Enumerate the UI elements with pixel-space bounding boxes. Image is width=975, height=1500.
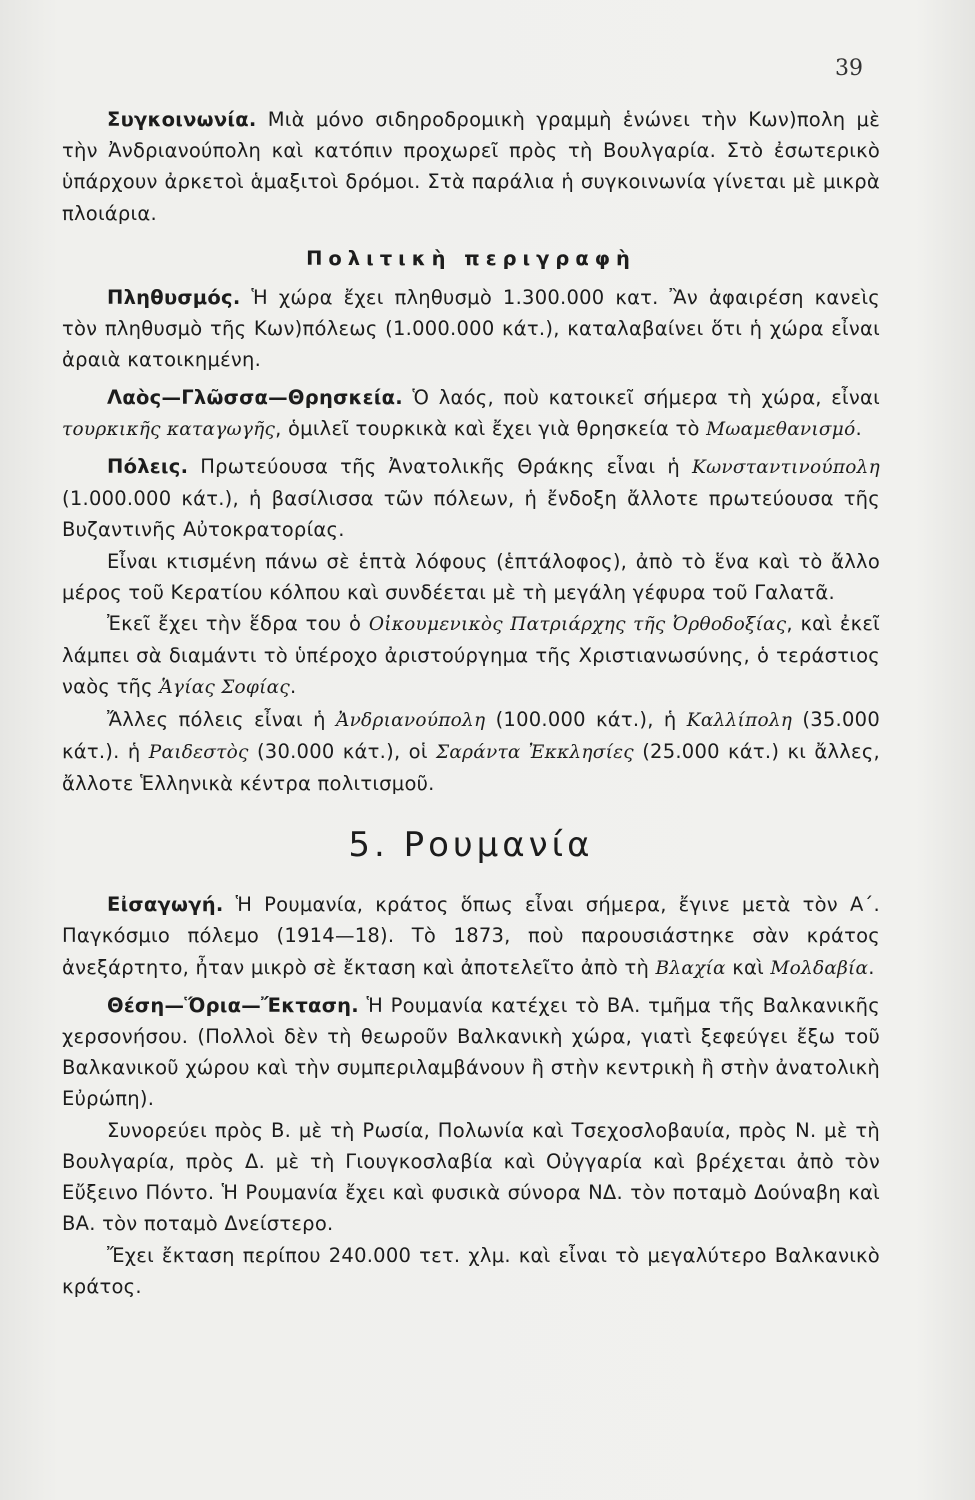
text-cities-p4-4: (30.000 κάτ.), οἱ bbox=[248, 739, 436, 763]
lead-people: Λαὸς—Γλῶσσα—Θρησκεία. bbox=[107, 385, 403, 409]
paragraph-cities bbox=[62, 451, 880, 546]
text-cities-p3-3: . bbox=[290, 675, 297, 699]
text-cities-p4-5: (25.000 κάτ.) κι ἄλλες, ἄλλοτε Ἑλληνικὰ κέντρα πολιτισμοῦ. bbox=[62, 739, 880, 796]
paragraph-transport bbox=[62, 104, 880, 229]
italic-cities-p4-4: Σαράντα Ἐκκλησίες bbox=[436, 741, 634, 763]
lead-intro: Εἰσαγωγή. bbox=[107, 893, 224, 917]
lead-transport: Συγκοινωνία. bbox=[107, 108, 257, 131]
italic-cities-1: Κωνσταντινούπολη bbox=[692, 457, 880, 479]
lead-position: Θέση—Ὅρια—Ἔκταση. bbox=[107, 993, 359, 1017]
text-intro-3: . bbox=[868, 955, 875, 979]
section-heading-political: Πολιτικὴ περιγραφὴ bbox=[306, 246, 636, 270]
lead-population: Πληθυσμός. bbox=[107, 286, 241, 310]
paragraph-cities-patriarch bbox=[62, 608, 880, 704]
text-intro-2: καὶ bbox=[725, 955, 771, 979]
page-number: 39 bbox=[835, 56, 863, 81]
text-population: Ἡ χώρα ἔχει πληθυσμὸ 1.300.000 κατ. Ἂν ἀφαιρέση κανεὶς τὸν πληθυσμὸ τῆς Κων)πόλεως (1.000.000 κάτ.), καταλαβαίνει ὅτι ἡ χώρα εἶναι ἀραιὰ κατοικημένη. bbox=[62, 286, 880, 372]
paragraph-position bbox=[62, 990, 880, 1115]
italic-intro-1: Βλαχία bbox=[655, 957, 726, 979]
chapter-heading-romania: 5. Ρουμανία bbox=[348, 825, 594, 866]
text-cities-p4-3: (35.000 κάτ.). ἡ bbox=[62, 707, 880, 763]
text-cities-2: (1.000.000 κάτ.), ἡ βασίλισσα τῶν πόλεων, ἡ ἔνδοξη ἄλλοτε πρωτεύουσα τῆς Βυζαντινῆς Αὐτοκρατορίας. bbox=[62, 487, 880, 542]
page-body bbox=[62, 104, 880, 1302]
paragraph-cities-hills: Εἶναι κτισμένη πάνω σὲ ἑπτὰ λόφους (ἑπτάλοφος), ἀπὸ τὸ ἕνα καὶ τὸ ἄλλο μέρος τοῦ Κερατίου κόλπου καὶ συνδέεται μὲ τὴ μεγάλη γέφυρα τοῦ Γαλατᾶ. bbox=[62, 549, 880, 604]
italic-cities-p4-2: Καλλίπολη bbox=[686, 709, 793, 731]
paragraph-area: Ἔχει ἔκταση περίπου 240.000 τετ. χλμ. καὶ εἶναι τὸ μεγαλύτερο Βαλκανικὸ κράτος. bbox=[62, 1243, 880, 1298]
italic-intro-2: Μολδαβία bbox=[770, 957, 869, 979]
paragraph-borders: Συνορεύει πρὸς Β. μὲ τὴ Ρωσία, Πολωνία καὶ Τσεχοσλοβαυία, πρὸς Ν. μὲ τὴ Βουλγαρία, πρὸς Δ. μὲ τὴ Γιουγκοσλαβία καὶ Οὐγγαρία καὶ βρέχεται ἀπὸ τὸν Εὔξεινο Πόντο. Ἡ Ρουμανία ἔχει καὶ φυσικὰ σύνορα ΝΔ. τὸν ποταμὸ Δούναβη καὶ ΒΑ. τὸν ποταμὸ Δνείστερο. bbox=[62, 1118, 880, 1236]
italic-cities-p3-1: Οἰκουμενικὸς Πατριάρχης τῆς Ὀρθοδοξίας bbox=[368, 614, 787, 636]
italic-people-1: τουρκικῆς καταγωγῆς bbox=[62, 418, 276, 440]
text-people-2: , ὁμιλεῖ τουρκικὰ καὶ ἔχει γιὰ θρησκεία τὸ bbox=[275, 416, 707, 440]
paragraph-intro bbox=[62, 889, 880, 984]
paragraph-people bbox=[62, 382, 880, 445]
italic-cities-p3-2: Ἁγίας Σοφίας bbox=[159, 677, 290, 699]
paragraph-other-cities bbox=[62, 704, 880, 800]
text-cities-p3-2: , καὶ ἐκεῖ λάμπει σὰ διαμάντι τὸ ὑπέροχο ἀριστούργημα τῆς Χριστιανωσύνης, ὁ τεράστιος ναὸς τῆς bbox=[62, 612, 880, 699]
text-people-3: . bbox=[855, 416, 862, 440]
text-cities-p4-1: Ἄλλες πόλεις εἶναι ἡ bbox=[107, 707, 336, 731]
text-position: Ἡ Ρουμανία κατέχει τὸ ΒΑ. τμῆμα τῆς Βαλκανικῆς χερσονήσου. (Πολλοὶ δὲν τὴ θεωροῦν Βαλκανικὴ χώρα, γιατὶ ξεφεύγει ἔξω τοῦ Βαλκανικοῦ χώρου καὶ τὴν συμπεριλαμβάνουν ἢ στὴν κεντρικὴ ἢ στὴν ἀνατολικὴ Εὐρώπη). bbox=[62, 993, 880, 1111]
text-people-1: Ὁ λαός, ποὺ κατοικεῖ σήμερα τὴ χώρα, εἶναι bbox=[402, 385, 880, 409]
text-intro-1: Ἡ Ρουμανία, κράτος ὅπως εἶναι σήμερα, ἔγινε μετὰ τὸν Α΄. Παγκόσμιο πόλεμο (1914—18). Τὸ 1873, ποὺ παρουσιάστηκε σὰν κράτος ἀνεξάρτητο, ἦταν μικρὸ σὲ ἔκταση καὶ ἀποτελεῖτο ἀπὸ τὴ bbox=[62, 893, 880, 979]
italic-cities-p4-3: Ραιδεστὸς bbox=[148, 741, 249, 763]
text-cities-p3-1: Ἐκεῖ ἔχει τὴν ἕδρα του ὁ bbox=[107, 612, 369, 636]
text-cities-p4-2: (100.000 κάτ.), ἡ bbox=[485, 707, 687, 731]
text-cities-1: Πρωτεύουσα τῆς Ἀνατολικῆς Θράκης εἶναι ἡ bbox=[188, 455, 693, 479]
paragraph-population bbox=[62, 282, 880, 376]
italic-cities-p4-1: Ἀνδριανούπολη bbox=[335, 709, 486, 731]
lead-cities: Πόλεις. bbox=[107, 455, 189, 479]
text-transport: Μιὰ μόνο σιδηροδρομικὴ γραμμὴ ἑνώνει τὴν Κων)πολη μὲ τὴν Ἀνδριανούπολη καὶ κατόπιν προχωρεῖ πρὸς τὴ Βουλγαρία. Στὸ ἐσωτερικὸ ὑπάρχουν ἀρκετοὶ ἁμαξιτοὶ δρόμοι. Στὰ παράλια ἡ συγκοινωνία γίνεται μὲ μικρὰ πλοιάρια. bbox=[62, 108, 880, 225]
italic-people-2: Μωαμεθανισμό bbox=[706, 418, 856, 440]
